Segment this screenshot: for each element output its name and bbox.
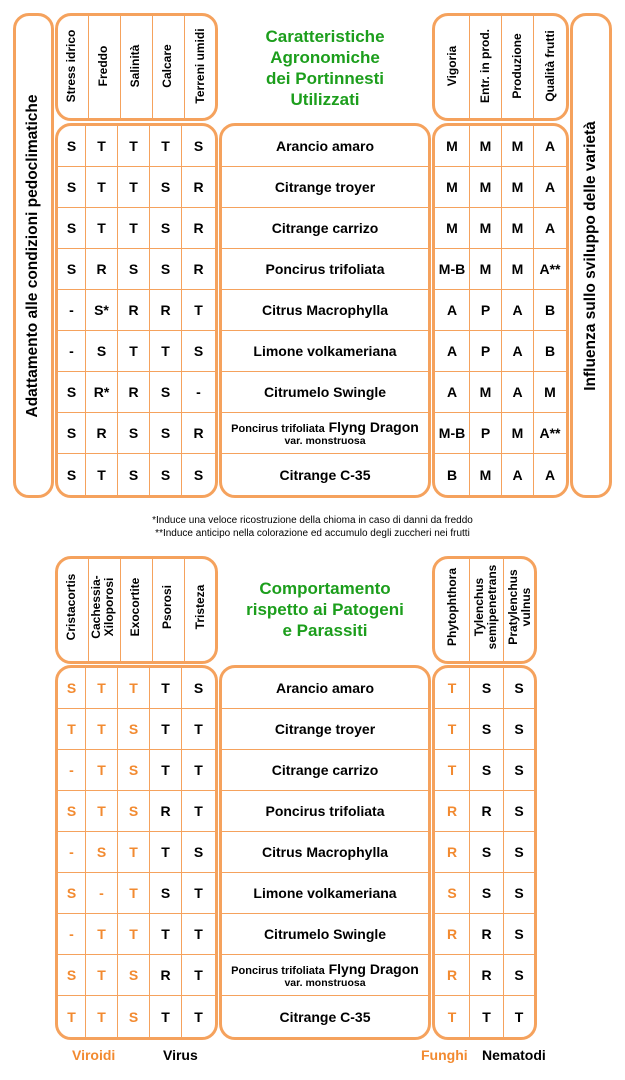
table-cell: S [469, 750, 503, 791]
table-cell: S [149, 873, 181, 914]
header-qualita-frutti: Qualità frutti [543, 30, 557, 102]
table-cell: T [85, 126, 117, 167]
table-cell: S [181, 832, 215, 873]
footer-funghi: Funghi [421, 1047, 468, 1063]
table-cell: S [181, 126, 215, 167]
rootstock-name: Arancio amaro [222, 668, 428, 709]
table-cell: T [117, 167, 149, 208]
table-cell: R [435, 914, 469, 955]
header-cristacortis: Cristacortis [64, 573, 78, 641]
rootstock-name: Citrange carrizo [222, 750, 428, 791]
table-cell: S [149, 208, 181, 249]
table-cell: R [435, 955, 469, 996]
table-cell: T [58, 709, 85, 750]
right-side-label: Influenza sullo sviluppo delle varietà [582, 121, 599, 391]
table-cell: T [117, 208, 149, 249]
table-cell: S [58, 249, 85, 290]
table-cell: T [117, 832, 149, 873]
table-cell: R [435, 791, 469, 832]
table-cell: S [149, 413, 181, 454]
table-cell: R [85, 413, 117, 454]
table-cell: S [58, 413, 85, 454]
table-cell: S [149, 167, 181, 208]
table-cell: S [58, 126, 85, 167]
table-cell: M [469, 372, 501, 413]
table-cell: B [533, 290, 566, 331]
table-cell: T [503, 996, 534, 1037]
table-cell: S [469, 873, 503, 914]
table-cell: S [58, 791, 85, 832]
table-cell: M [533, 372, 566, 413]
rootstock-name: Citrange troyer [222, 709, 428, 750]
footnote-1: *Induce una veloce ricostruzione della chioma in caso di danni da freddo [152, 515, 473, 526]
table-cell: A [435, 290, 469, 331]
table-cell: M [469, 454, 501, 495]
table-cell: T [181, 873, 215, 914]
table-cell: T [85, 709, 117, 750]
header-terreni-umidi: Terreni umidi [193, 28, 207, 104]
table-cell: M [501, 249, 533, 290]
table-cell: S [58, 955, 85, 996]
table-cell: R [469, 955, 503, 996]
table-cell: M [501, 208, 533, 249]
bottom-title: Comportamento rispetto ai Patogeni e Parassiti [246, 579, 404, 640]
rootstock-name: Citrange troyer [222, 167, 428, 208]
header-vigoria: Vigoria [445, 45, 459, 87]
table-cell: S [117, 709, 149, 750]
table-cell: M [469, 208, 501, 249]
table-cell: T [85, 955, 117, 996]
table-cell: S [469, 668, 503, 709]
header-salinita: Salinità [128, 44, 142, 88]
rootstock-name: Poncirus trifoliata Flyng Dragon var. monstruosa [222, 955, 428, 996]
rootstock-name: Citrumelo Swingle [222, 372, 428, 413]
table-cell: - [58, 914, 85, 955]
table-cell: S [435, 873, 469, 914]
table-cell: S [117, 791, 149, 832]
table-cell: T [469, 996, 503, 1037]
table-cell: A [533, 208, 566, 249]
bottom-left-grid [58, 668, 215, 1037]
table-cell: A [501, 290, 533, 331]
table-cell: R [181, 167, 215, 208]
table-cell: S [117, 454, 149, 495]
header-psorosi: Psorosi [160, 584, 174, 630]
header-entr-in-prod: Entr. in prod. [478, 29, 492, 103]
table-cell: M [469, 249, 501, 290]
table-cell: A [501, 331, 533, 372]
table-cell: S [181, 331, 215, 372]
rootstock-name: Limone volkameriana [222, 873, 428, 914]
table-cell: - [181, 372, 215, 413]
table-cell: R [149, 955, 181, 996]
rootstock-name: Poncirus trifoliata [222, 249, 428, 290]
table-cell: T [435, 709, 469, 750]
rootstock-name: Limone volkameriana [222, 331, 428, 372]
top-title: Caratteristiche Agronomiche dei Portinnesti Utilizzati [265, 27, 385, 109]
footer-virus: Virus [163, 1047, 198, 1063]
table-cell: - [85, 873, 117, 914]
table-cell: S [58, 668, 85, 709]
table-cell: S [503, 955, 534, 996]
table-cell: B [533, 331, 566, 372]
table-cell: P [469, 290, 501, 331]
table-cell: S* [85, 290, 117, 331]
table-cell: A** [533, 249, 566, 290]
rootstock-name: Citrus Macrophylla [222, 290, 428, 331]
table-cell: M [469, 126, 501, 167]
table-cell: S [117, 249, 149, 290]
table-cell: T [117, 126, 149, 167]
table-cell: A** [533, 413, 566, 454]
header-stress-idrico: Stress idrico [64, 29, 78, 103]
table-cell: M [469, 167, 501, 208]
table-cell: T [85, 167, 117, 208]
table-cell: R [117, 372, 149, 413]
table-cell: T [67, 1008, 76, 1025]
top-left-grid [58, 126, 215, 495]
table-cell: T [447, 1008, 457, 1025]
table-cell: M [435, 126, 469, 167]
left-side-label: Adattamento alle condizioni pedoclimatiche [24, 94, 41, 418]
table-cell: T [149, 996, 181, 1037]
table-cell: T [181, 709, 215, 750]
table-cell: T [117, 668, 149, 709]
table-cell: S [149, 372, 181, 413]
table-cell: T [181, 791, 215, 832]
rootstock-name: Citrange carrizo [222, 208, 428, 249]
table-cell: T [181, 290, 215, 331]
table-cell: T [149, 126, 181, 167]
table-cell: T [85, 750, 117, 791]
table-cell: S [117, 413, 149, 454]
table-cell: T [117, 873, 149, 914]
table-cell: T [181, 914, 215, 955]
bottom-names-list [222, 668, 428, 1037]
table-cell: S [503, 832, 534, 873]
table-cell: S [503, 709, 534, 750]
top-names-list [222, 126, 428, 495]
header-produzione: Produzione [510, 33, 524, 99]
header-tylenchus: Tylenchus semipenetrans [472, 564, 499, 650]
table-cell: T [85, 208, 117, 249]
table-cell: - [58, 331, 85, 372]
footer-viroidi: Viroidi [72, 1047, 116, 1063]
table-cell: S [58, 372, 85, 413]
table-cell: R [85, 249, 117, 290]
bottom-right-grid [435, 668, 534, 1037]
table-cell: A [533, 126, 566, 167]
table-cell: A [435, 372, 469, 413]
table-cell: S [117, 750, 149, 791]
table-cell: S [58, 167, 85, 208]
table-cell: T [181, 750, 215, 791]
rootstock-name: Poncirus trifoliata [222, 791, 428, 832]
header-phytophthora: Phytophthora [445, 568, 459, 646]
header-freddo: Freddo [96, 45, 110, 87]
header-cachessia: Cachessia- Xiloporosi [89, 575, 116, 639]
table-cell: A [533, 454, 566, 495]
table-cell: S [503, 791, 534, 832]
table-cell: T [149, 750, 181, 791]
table-cell: M [435, 167, 469, 208]
table-cell: M [501, 413, 533, 454]
header-calcare: Calcare [160, 44, 174, 88]
table-cell: P [469, 413, 501, 454]
table-cell: S [503, 668, 534, 709]
table-cell: S [503, 750, 534, 791]
header-pratylenchus: Pratylenchus vulnus [506, 569, 533, 645]
rootstock-name: Poncirus trifoliata Flyng Dragon var. monstruosa [222, 413, 428, 454]
table-cell: T [85, 914, 117, 955]
table-cell: R [435, 832, 469, 873]
table-cell: S [58, 208, 85, 249]
table-cell: T [181, 996, 215, 1037]
table-cell: T [117, 331, 149, 372]
table-cell: R [149, 290, 181, 331]
table-cell: T [85, 668, 117, 709]
table-cell: S [503, 914, 534, 955]
header-tristeza: Tristeza [193, 584, 207, 630]
table-cell: - [58, 290, 85, 331]
table-cell: B [446, 466, 458, 483]
table-cell: S [503, 873, 534, 914]
table-cell: R [181, 249, 215, 290]
table-cell: S [181, 454, 215, 495]
table-cell: M-B [435, 249, 469, 290]
table-cell: T [85, 996, 117, 1037]
table-cell: T [149, 709, 181, 750]
table-cell: T [149, 832, 181, 873]
table-cell: M [435, 208, 469, 249]
rootstock-name: Arancio amaro [222, 126, 428, 167]
rootstock-name: Citrus Macrophylla [222, 832, 428, 873]
table-cell: T [149, 668, 181, 709]
table-cell: R [181, 413, 215, 454]
table-cell: P [469, 331, 501, 372]
header-exocortite: Exocortite [128, 577, 142, 637]
table-cell: R [469, 914, 503, 955]
table-cell: S [117, 996, 149, 1037]
table-cell: A [533, 167, 566, 208]
table-cell: A [501, 372, 533, 413]
table-cell: A [501, 454, 533, 495]
table-cell: S [149, 249, 181, 290]
table-cell: R [117, 290, 149, 331]
table-cell: A [435, 331, 469, 372]
table-cell: S [85, 832, 117, 873]
table-cell: T [85, 791, 117, 832]
footnote-2: **Induce anticipo nella colorazione ed accumulo degli zuccheri nei frutti [155, 528, 470, 539]
table-cell: S [117, 955, 149, 996]
table-cell: S [469, 709, 503, 750]
table-cell: - [58, 832, 85, 873]
table-cell: T [85, 454, 117, 495]
table-cell: M [501, 126, 533, 167]
table-cell: R [469, 791, 503, 832]
table-cell: T [435, 668, 469, 709]
footer-nematodi: Nematodi [482, 1047, 546, 1063]
table-cell: S [149, 454, 181, 495]
table-cell: S [58, 873, 85, 914]
rootstock-name: Citrumelo Swingle [222, 914, 428, 955]
top-right-grid [435, 126, 566, 495]
table-cell: R [181, 208, 215, 249]
table-cell: T [181, 955, 215, 996]
rootstock-name: Citrange C-35 [279, 1008, 371, 1025]
table-cell: S [66, 466, 77, 483]
table-cell: R [149, 791, 181, 832]
table-cell: S [181, 668, 215, 709]
table-cell: S [469, 832, 503, 873]
table-cell: M [501, 167, 533, 208]
table-cell: - [58, 750, 85, 791]
table-cell: T [117, 914, 149, 955]
table-cell: T [149, 914, 181, 955]
table-cell: R* [85, 372, 117, 413]
table-cell: S [85, 331, 117, 372]
table-cell: M-B [435, 413, 469, 454]
rootstock-name: Citrange C-35 [279, 466, 371, 483]
table-cell: T [149, 331, 181, 372]
table-cell: T [435, 750, 469, 791]
